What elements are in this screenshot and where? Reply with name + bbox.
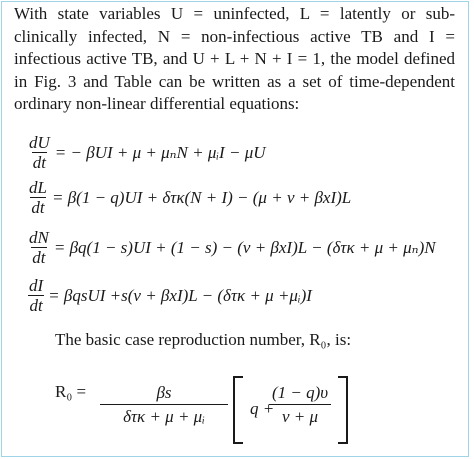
- intro-paragraph: [14, 3, 455, 116]
- derivative-den: dt: [32, 248, 46, 267]
- equation-di: [28, 276, 312, 315]
- derivative-den: dt: [29, 296, 43, 315]
- derivative-num: dL: [29, 178, 47, 197]
- right-bracket: [338, 376, 348, 444]
- r0-fraction-main: [100, 382, 228, 429]
- left-bracket: [233, 376, 243, 444]
- r0-intro-text: The basic case reproduction number, R₀, is:: [55, 330, 352, 349]
- derivative-du-dt: [28, 133, 51, 172]
- r0-label: R₀ =: [55, 382, 87, 401]
- r0-fraction-inner-num: (1 − q)υ: [271, 383, 329, 402]
- derivative-den: dt: [32, 153, 46, 172]
- r0-formula: [0, 372, 474, 452]
- equation-rhs: = βqsUI +s(v + βxI)L − (δτκ + μ +μᵢ)I: [48, 285, 312, 305]
- derivative-dl-dt: [28, 178, 48, 217]
- r0-fraction-main-den: δτκ + μ + μᵢ: [100, 404, 228, 429]
- derivative-di-dt: [28, 276, 44, 315]
- equation-du: [28, 133, 266, 172]
- derivative-num: dN: [29, 228, 49, 247]
- equation-dl: [28, 178, 351, 217]
- r0-fraction-inner-den: v + μ: [269, 404, 331, 429]
- r0-fraction-inner: [269, 382, 331, 429]
- derivative-dn-dt: [28, 228, 50, 267]
- equation-dn: [28, 228, 436, 267]
- equation-rhs: = βq(1 − s)UI + (1 − s) − (v + βxI)L − (δτκ + μ + μₙ)N: [53, 237, 436, 257]
- paragraph-text: With state variables U = uninfected, L = latently or sub-clinically infected, N = non-infectious active TB and I = infectious active TB, and U + L + N + I = 1, the model defined in Fig. 3 and Table can be written as a set of time-dependent ordinary non-linear differential equations:: [14, 4, 455, 113]
- r0-fraction-main-num: βs: [156, 383, 172, 402]
- r0-q-plus: q +: [250, 399, 275, 418]
- derivative-num: dU: [29, 133, 50, 152]
- equation-rhs: = β(1 − q)UI + δτκ(N + I) − (μ + v + βxI)L: [51, 187, 352, 207]
- derivative-num: dI: [29, 276, 44, 295]
- equation-rhs: = − βUI + μ + μₙN + μᵢI − μU: [54, 142, 266, 162]
- derivative-den: dt: [31, 198, 45, 217]
